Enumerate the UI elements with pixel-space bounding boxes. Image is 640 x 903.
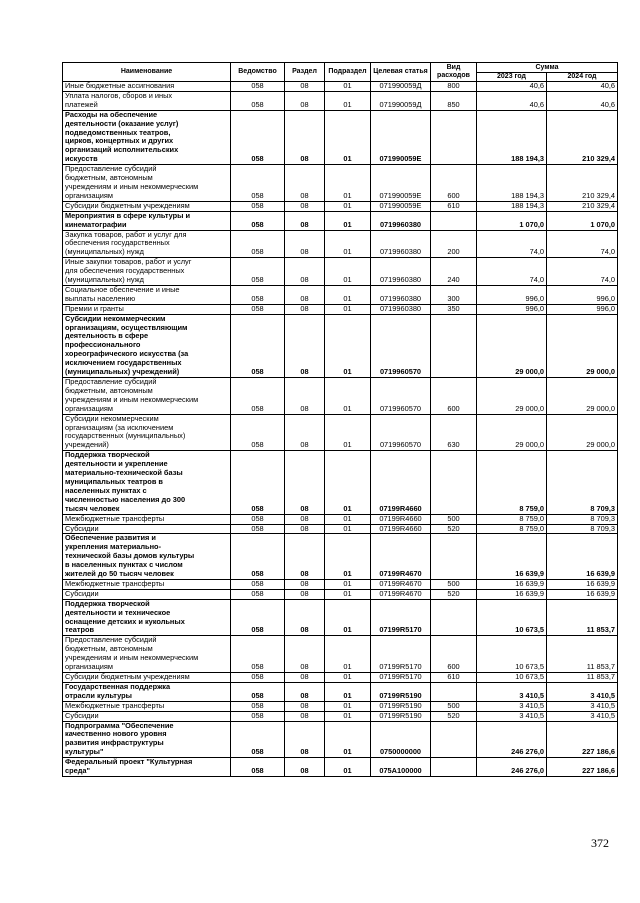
table-row xyxy=(63,721,618,758)
row-name: Предоставление субсидий бюджетным, автономным учреждениям и иным некоммерческим организациям xyxy=(63,165,231,202)
row-razdel: 08 xyxy=(285,534,325,580)
row-podrazdel: 01 xyxy=(325,701,371,711)
row-sum-2023: 8 759,0 xyxy=(477,514,547,524)
row-sum-2023: 3 410,5 xyxy=(477,682,547,701)
table-row xyxy=(63,534,618,580)
row-name: Подпрограмма "Обеспечение качественно нового уровня развития инфраструктуры культуры" xyxy=(63,721,231,758)
row-vedomstvo: 058 xyxy=(231,673,285,683)
row-sum-2024: 11 853,7 xyxy=(547,599,618,636)
row-sum-2024: 3 410,5 xyxy=(547,701,618,711)
row-vid: 850 xyxy=(431,91,477,110)
row-podrazdel: 01 xyxy=(325,579,371,589)
row-target: 0719960570 xyxy=(371,414,431,451)
row-podrazdel: 01 xyxy=(325,673,371,683)
row-vedomstvo: 058 xyxy=(231,514,285,524)
row-vid xyxy=(431,110,477,164)
row-podrazdel: 01 xyxy=(325,682,371,701)
row-target: 07199R5190 xyxy=(371,711,431,721)
row-vedomstvo: 058 xyxy=(231,721,285,758)
row-vid: 520 xyxy=(431,524,477,534)
row-razdel: 08 xyxy=(285,636,325,673)
row-name: Субсидии xyxy=(63,589,231,599)
row-sum-2023: 16 639,9 xyxy=(477,589,547,599)
row-sum-2023: 188 194,3 xyxy=(477,110,547,164)
row-podrazdel: 01 xyxy=(325,378,371,415)
row-target: 071990059Е xyxy=(371,201,431,211)
row-podrazdel: 01 xyxy=(325,721,371,758)
row-razdel: 08 xyxy=(285,701,325,711)
row-vid: 600 xyxy=(431,378,477,415)
table-row xyxy=(63,110,618,164)
row-vid: 630 xyxy=(431,414,477,451)
row-sum-2024: 29 000,0 xyxy=(547,414,618,451)
row-vid xyxy=(431,599,477,636)
row-target: 07199R5170 xyxy=(371,599,431,636)
table-row xyxy=(63,201,618,211)
row-name: Федеральный проект "Культурная среда" xyxy=(63,758,231,777)
row-sum-2024: 40,6 xyxy=(547,91,618,110)
row-name: Мероприятия в сфере культуры и кинематографии xyxy=(63,211,231,230)
row-sum-2023: 16 639,9 xyxy=(477,534,547,580)
table-row xyxy=(63,211,618,230)
row-vedomstvo: 058 xyxy=(231,524,285,534)
row-razdel: 08 xyxy=(285,201,325,211)
row-sum-2024: 11 853,7 xyxy=(547,636,618,673)
row-podrazdel: 01 xyxy=(325,758,371,777)
row-vid xyxy=(431,758,477,777)
row-razdel: 08 xyxy=(285,378,325,415)
row-podrazdel: 01 xyxy=(325,636,371,673)
row-vedomstvo: 058 xyxy=(231,378,285,415)
table-row xyxy=(63,599,618,636)
row-sum-2024: 1 070,0 xyxy=(547,211,618,230)
row-sum-2023: 996,0 xyxy=(477,285,547,304)
row-vid: 350 xyxy=(431,304,477,314)
row-name: Обеспечение развития и укрепления материально- технической базы домов культуры в населенных пунктах с числом жителей до 50 тысяч человек xyxy=(63,534,231,580)
row-sum-2023: 188 194,3 xyxy=(477,165,547,202)
row-podrazdel: 01 xyxy=(325,201,371,211)
row-target: 07199R4670 xyxy=(371,579,431,589)
table-row xyxy=(63,673,618,683)
row-vedomstvo: 058 xyxy=(231,589,285,599)
row-razdel: 08 xyxy=(285,91,325,110)
row-razdel: 08 xyxy=(285,758,325,777)
table-header xyxy=(63,63,618,82)
row-podrazdel: 01 xyxy=(325,91,371,110)
row-sum-2024: 29 000,0 xyxy=(547,378,618,415)
table-row xyxy=(63,514,618,524)
row-name: Субсидии бюджетным учреждениям xyxy=(63,673,231,683)
row-vedomstvo: 058 xyxy=(231,285,285,304)
row-target: 07199R4660 xyxy=(371,451,431,514)
row-name: Межбюджетные трансферты xyxy=(63,514,231,524)
row-vedomstvo: 058 xyxy=(231,599,285,636)
row-razdel: 08 xyxy=(285,82,325,92)
row-target: 07199R5190 xyxy=(371,682,431,701)
row-vedomstvo: 058 xyxy=(231,636,285,673)
row-podrazdel: 01 xyxy=(325,514,371,524)
table-row xyxy=(63,682,618,701)
row-vid: 500 xyxy=(431,579,477,589)
row-razdel: 08 xyxy=(285,589,325,599)
row-sum-2023: 74,0 xyxy=(477,258,547,286)
page-number: 372 xyxy=(591,836,609,850)
row-target: 07199R4660 xyxy=(371,514,431,524)
table-row xyxy=(63,524,618,534)
row-podrazdel: 01 xyxy=(325,524,371,534)
row-target: 0719960380 xyxy=(371,211,431,230)
row-target: 071990059Е xyxy=(371,165,431,202)
row-sum-2024: 74,0 xyxy=(547,230,618,258)
row-sum-2023: 10 673,5 xyxy=(477,636,547,673)
row-vedomstvo: 058 xyxy=(231,314,285,377)
header-name: Наименование xyxy=(63,63,231,82)
row-sum-2024: 16 639,9 xyxy=(547,534,618,580)
row-podrazdel: 01 xyxy=(325,314,371,377)
row-name: Предоставление субсидий бюджетным, автономным учреждениям и иным некоммерческим организациям xyxy=(63,636,231,673)
table-row xyxy=(63,82,618,92)
row-name: Субсидии некоммерческим организациям (за исключением государственных (муниципальных) учреждений) xyxy=(63,414,231,451)
row-sum-2024: 210 329,4 xyxy=(547,165,618,202)
row-target: 07199R5170 xyxy=(371,636,431,673)
row-vedomstvo: 058 xyxy=(231,258,285,286)
row-vid: 610 xyxy=(431,673,477,683)
row-target: 07199R4670 xyxy=(371,534,431,580)
row-razdel: 08 xyxy=(285,414,325,451)
row-vid xyxy=(431,211,477,230)
row-razdel: 08 xyxy=(285,211,325,230)
row-razdel: 08 xyxy=(285,304,325,314)
row-vid: 200 xyxy=(431,230,477,258)
table-row xyxy=(63,304,618,314)
row-sum-2023: 16 639,9 xyxy=(477,579,547,589)
row-vid xyxy=(431,451,477,514)
row-podrazdel: 01 xyxy=(325,82,371,92)
table-row xyxy=(63,414,618,451)
row-sum-2023: 8 759,0 xyxy=(477,451,547,514)
row-razdel: 08 xyxy=(285,579,325,589)
row-sum-2023: 188 194,3 xyxy=(477,201,547,211)
row-vid xyxy=(431,721,477,758)
row-podrazdel: 01 xyxy=(325,711,371,721)
table-row xyxy=(63,701,618,711)
row-razdel: 08 xyxy=(285,599,325,636)
budget-table xyxy=(62,62,618,777)
row-podrazdel: 01 xyxy=(325,230,371,258)
row-vedomstvo: 058 xyxy=(231,201,285,211)
row-podrazdel: 01 xyxy=(325,599,371,636)
row-vedomstvo: 058 xyxy=(231,211,285,230)
row-target: 0719960380 xyxy=(371,258,431,286)
header-razdel: Раздел xyxy=(285,63,325,82)
row-vid xyxy=(431,314,477,377)
row-name: Расходы на обеспечение деятельности (оказание услуг) подведомственных театров, цирков, концертных и других организаций исполнительских искусств xyxy=(63,110,231,164)
row-podrazdel: 01 xyxy=(325,165,371,202)
header-vedomstvo: Ведомство xyxy=(231,63,285,82)
row-vedomstvo: 058 xyxy=(231,165,285,202)
row-target: 0719960380 xyxy=(371,285,431,304)
row-target: 0719960380 xyxy=(371,230,431,258)
row-target: 071990059Д xyxy=(371,82,431,92)
row-vedomstvo: 058 xyxy=(231,110,285,164)
row-target: 0719960570 xyxy=(371,314,431,377)
row-podrazdel: 01 xyxy=(325,258,371,286)
row-vedomstvo: 058 xyxy=(231,82,285,92)
row-sum-2024: 16 639,9 xyxy=(547,589,618,599)
row-sum-2023: 246 276,0 xyxy=(477,758,547,777)
row-vid: 610 xyxy=(431,201,477,211)
row-vedomstvo: 058 xyxy=(231,711,285,721)
header-target: Целевая статья xyxy=(371,63,431,82)
table-row xyxy=(63,378,618,415)
row-sum-2023: 246 276,0 xyxy=(477,721,547,758)
header-summa: Сумма xyxy=(477,63,618,73)
row-razdel: 08 xyxy=(285,258,325,286)
row-vedomstvo: 058 xyxy=(231,534,285,580)
row-name: Межбюджетные трансферты xyxy=(63,579,231,589)
row-sum-2024: 8 709,3 xyxy=(547,451,618,514)
row-vid xyxy=(431,534,477,580)
row-vid: 600 xyxy=(431,165,477,202)
row-sum-2024: 227 186,6 xyxy=(547,721,618,758)
row-podrazdel: 01 xyxy=(325,285,371,304)
row-razdel: 08 xyxy=(285,682,325,701)
row-podrazdel: 01 xyxy=(325,110,371,164)
row-target: 0750000000 xyxy=(371,721,431,758)
row-sum-2023: 3 410,5 xyxy=(477,711,547,721)
header-2024: 2024 год xyxy=(547,73,618,82)
row-name: Субсидии xyxy=(63,524,231,534)
row-sum-2023: 29 000,0 xyxy=(477,378,547,415)
row-target: 071990059Д xyxy=(371,91,431,110)
row-razdel: 08 xyxy=(285,451,325,514)
row-razdel: 08 xyxy=(285,673,325,683)
row-sum-2023: 996,0 xyxy=(477,304,547,314)
row-sum-2024: 29 000,0 xyxy=(547,314,618,377)
row-vid: 520 xyxy=(431,711,477,721)
row-razdel: 08 xyxy=(285,721,325,758)
row-vedomstvo: 058 xyxy=(231,451,285,514)
row-razdel: 08 xyxy=(285,314,325,377)
row-name: Премии и гранты xyxy=(63,304,231,314)
row-podrazdel: 01 xyxy=(325,304,371,314)
row-razdel: 08 xyxy=(285,524,325,534)
row-sum-2024: 210 329,4 xyxy=(547,201,618,211)
row-vedomstvo: 058 xyxy=(231,414,285,451)
row-sum-2024: 74,0 xyxy=(547,258,618,286)
row-vid: 300 xyxy=(431,285,477,304)
table-row xyxy=(63,314,618,377)
row-target: 0719960570 xyxy=(371,378,431,415)
row-sum-2024: 227 186,6 xyxy=(547,758,618,777)
row-sum-2023: 3 410,5 xyxy=(477,701,547,711)
table-row xyxy=(63,258,618,286)
row-sum-2024: 3 410,5 xyxy=(547,711,618,721)
row-razdel: 08 xyxy=(285,514,325,524)
row-target: 07199R5190 xyxy=(371,701,431,711)
row-name: Межбюджетные трансферты xyxy=(63,701,231,711)
row-sum-2024: 210 329,4 xyxy=(547,110,618,164)
row-podrazdel: 01 xyxy=(325,211,371,230)
row-vedomstvo: 058 xyxy=(231,758,285,777)
row-sum-2023: 40,6 xyxy=(477,82,547,92)
row-vedomstvo: 058 xyxy=(231,682,285,701)
header-podrazdel: Подраздел xyxy=(325,63,371,82)
row-target: 0719960380 xyxy=(371,304,431,314)
row-name: Социальное обеспечение и иные выплаты населению xyxy=(63,285,231,304)
table-row xyxy=(63,451,618,514)
table-row xyxy=(63,91,618,110)
row-sum-2024: 8 709,3 xyxy=(547,514,618,524)
table-row xyxy=(63,758,618,777)
row-sum-2023: 29 000,0 xyxy=(477,314,547,377)
row-name: Закупка товаров, работ и услуг для обеспечения государственных (муниципальных) нужд xyxy=(63,230,231,258)
row-name: Субсидии бюджетным учреждениям xyxy=(63,201,231,211)
row-sum-2024: 11 853,7 xyxy=(547,673,618,683)
row-vedomstvo: 058 xyxy=(231,91,285,110)
row-razdel: 08 xyxy=(285,711,325,721)
row-name: Иные бюджетные ассигнования xyxy=(63,82,231,92)
row-sum-2024: 40,6 xyxy=(547,82,618,92)
row-vid: 240 xyxy=(431,258,477,286)
row-target: 071990059Е xyxy=(371,110,431,164)
row-name: Предоставление субсидий бюджетным, автономным учреждениям и иным некоммерческим организациям xyxy=(63,378,231,415)
table-row xyxy=(63,230,618,258)
table-row xyxy=(63,165,618,202)
row-vid: 800 xyxy=(431,82,477,92)
row-vedomstvo: 058 xyxy=(231,579,285,589)
row-name: Государственная поддержка отрасли культуры xyxy=(63,682,231,701)
row-sum-2024: 996,0 xyxy=(547,285,618,304)
row-sum-2023: 10 673,5 xyxy=(477,599,547,636)
row-razdel: 08 xyxy=(285,165,325,202)
row-vid: 520 xyxy=(431,589,477,599)
row-razdel: 08 xyxy=(285,110,325,164)
row-name: Иные закупки товаров, работ и услуг для обеспечения государственных (муниципальных) нужд xyxy=(63,258,231,286)
table-row xyxy=(63,636,618,673)
row-name: Поддержка творческой деятельности и укрепление материально-технической базы муниципальных театров в населенных пунктах с численностью населения до 300 тысяч человек xyxy=(63,451,231,514)
row-vedomstvo: 058 xyxy=(231,230,285,258)
row-sum-2024: 8 709,3 xyxy=(547,524,618,534)
row-sum-2023: 74,0 xyxy=(477,230,547,258)
row-vid: 500 xyxy=(431,701,477,711)
row-name: Уплата налогов, сборов и иных платежей xyxy=(63,91,231,110)
row-vid xyxy=(431,682,477,701)
row-vid: 600 xyxy=(431,636,477,673)
table-row xyxy=(63,589,618,599)
row-vedomstvo: 058 xyxy=(231,701,285,711)
header-vid: Вид расходов xyxy=(431,63,477,82)
row-podrazdel: 01 xyxy=(325,534,371,580)
row-sum-2024: 16 639,9 xyxy=(547,579,618,589)
row-razdel: 08 xyxy=(285,230,325,258)
row-razdel: 08 xyxy=(285,285,325,304)
row-sum-2023: 8 759,0 xyxy=(477,524,547,534)
table-row xyxy=(63,711,618,721)
row-name: Поддержка творческой деятельности и техническое оснащение детских и кукольных театров xyxy=(63,599,231,636)
row-sum-2023: 1 070,0 xyxy=(477,211,547,230)
table-row xyxy=(63,285,618,304)
row-podrazdel: 01 xyxy=(325,589,371,599)
row-target: 075A100000 xyxy=(371,758,431,777)
row-podrazdel: 01 xyxy=(325,414,371,451)
row-name: Субсидии xyxy=(63,711,231,721)
row-name: Субсидии некоммерческим организациям, осуществляющим деятельность в сфере профессионального хореографического искусства (за исключением государственных (муниципальных) учреждений) xyxy=(63,314,231,377)
table-body xyxy=(63,82,618,777)
row-sum-2024: 3 410,5 xyxy=(547,682,618,701)
header-2023: 2023 год xyxy=(477,73,547,82)
row-sum-2023: 10 673,5 xyxy=(477,673,547,683)
row-podrazdel: 01 xyxy=(325,451,371,514)
row-vid: 500 xyxy=(431,514,477,524)
row-sum-2024: 996,0 xyxy=(547,304,618,314)
row-target: 07199R5170 xyxy=(371,673,431,683)
row-vedomstvo: 058 xyxy=(231,304,285,314)
row-target: 07199R4670 xyxy=(371,589,431,599)
row-sum-2023: 40,6 xyxy=(477,91,547,110)
table-row xyxy=(63,579,618,589)
row-sum-2023: 29 000,0 xyxy=(477,414,547,451)
row-target: 07199R4660 xyxy=(371,524,431,534)
